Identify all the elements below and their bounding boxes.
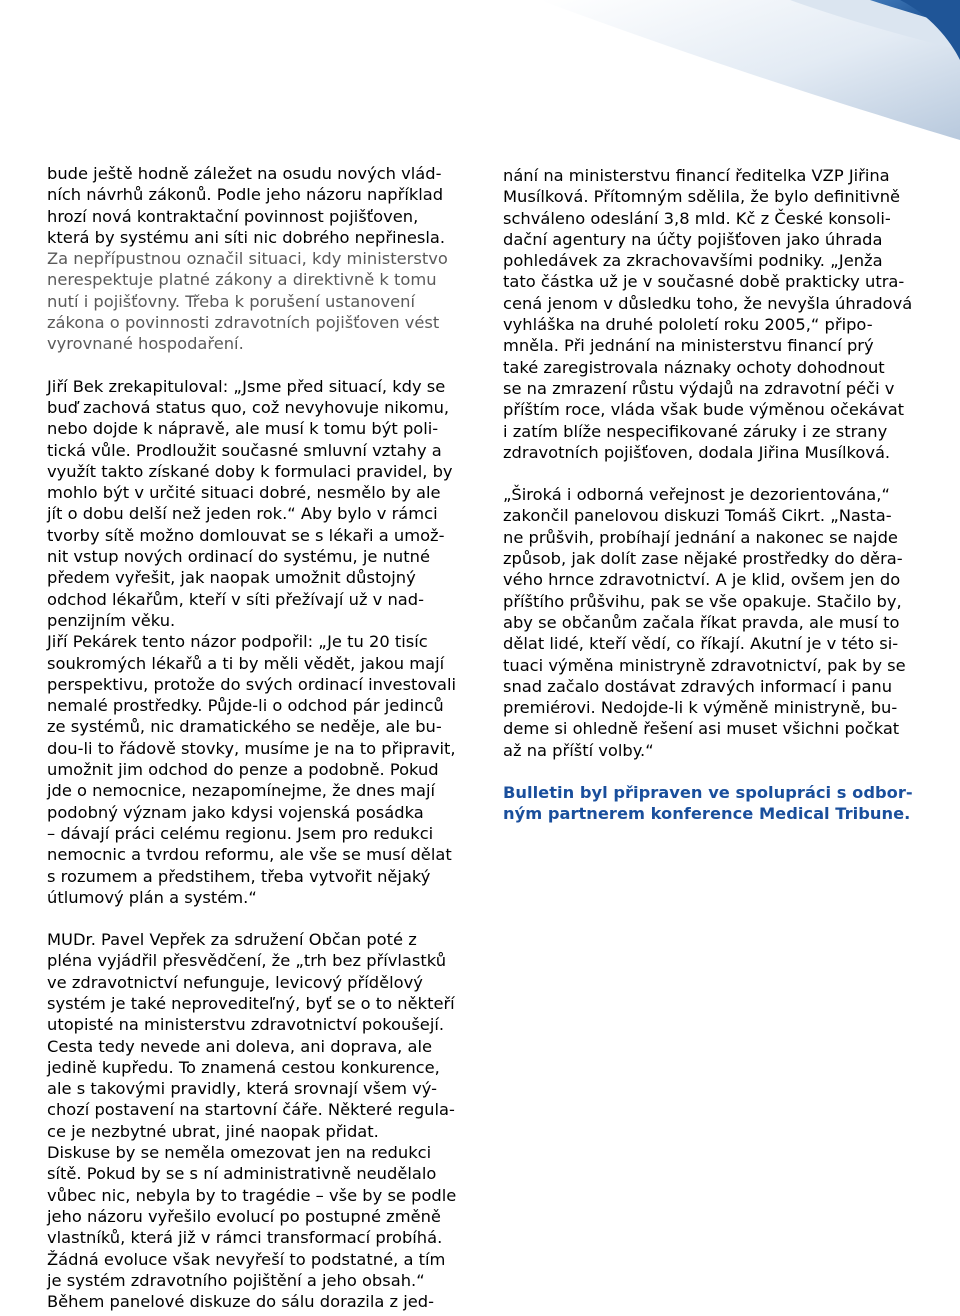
text-line: ale s takovými pravidly, která srovnají všem vý- bbox=[47, 1079, 437, 1099]
text-line: vlastníků, která již v rámci transformací probíhá. bbox=[47, 1228, 443, 1248]
paragraph bbox=[503, 484, 923, 761]
text-line: až na příští volby.“ bbox=[503, 740, 654, 760]
text-line: odchod lékařům, kteří v síti přežívají už v nad- bbox=[47, 589, 424, 609]
paragraph-gap bbox=[503, 761, 923, 782]
text-line: cená jenom v důsledku toho, že nevyšla úhradová bbox=[503, 293, 913, 313]
text-line: dělat lidé, kteří vědí, co říkají. Akutní je v této si- bbox=[503, 634, 899, 654]
text-line: nerespektuje platné zákony a direktivně k tomu bbox=[47, 270, 437, 290]
text-line: Žádná evoluce však nevyřeší to podstatné, a tím bbox=[47, 1249, 446, 1269]
text-line: Jiří Bek zrekapituloval: „Jsme před situací, kdy se bbox=[47, 376, 446, 396]
text-line: nebo dojde k nápravě, ale musí k tomu být poli- bbox=[47, 419, 439, 439]
text-line: vyrovnané hospodaření. bbox=[47, 334, 244, 354]
text-line: příštím roce, vláda však bude výměnou očekávat bbox=[503, 400, 905, 420]
text-line: tická vůle. Prodloužit současné smluvní vztahy a bbox=[47, 440, 442, 460]
text-line: pléna vyjádřil přesvědčení, že „trh bez přívlastků bbox=[47, 951, 447, 971]
text-line: Diskuse by se neměla omezovat jen na redukci bbox=[47, 1143, 432, 1163]
paragraph bbox=[47, 929, 467, 1312]
text-line: umožnit jim odchod do penze a podobně. Pokud bbox=[47, 760, 439, 780]
text-line: nemocnic a tvrdou reformu, ale vše se musí dělat bbox=[47, 845, 452, 865]
text-line: vyhláška na druhé pololetí roku 2005,“ připo- bbox=[503, 315, 873, 335]
text-line: tato částka už je v současné době prakticky utra- bbox=[503, 272, 905, 292]
text-line: je systém zdravotního pojištění a jeho obsah.“ bbox=[47, 1270, 425, 1290]
text-line: premiérovi. Nedojde-li k výměně ministryně, bu- bbox=[503, 698, 898, 718]
text-line: schváleno odeslání 3,8 mld. Kč z České konsoli- bbox=[503, 208, 891, 228]
text-line: Musílková. Přítomným sdělila, že bylo definitivně bbox=[503, 187, 901, 207]
text-line: i zatím blíže nespecifikované záruky i ze strany bbox=[503, 421, 888, 441]
text-line: soukromých lékařů a ti by měli vědět, jakou mají bbox=[47, 653, 445, 673]
text-line: aby se občanům začala říkat pravda, ale musí to bbox=[503, 612, 900, 632]
text-line: ních návrhů zákonů. Podle jeho názoru například bbox=[47, 185, 444, 205]
text-line: ze systémů, nic dramatického se neděje, ale bu- bbox=[47, 717, 442, 737]
paragraph bbox=[47, 163, 467, 355]
paragraph-gap bbox=[503, 463, 923, 484]
text-line: předem vyřešit, jak naopak umožnit důstojný bbox=[47, 568, 416, 588]
text-line: způsob, jak dolít zase nějaké prostředky do děra- bbox=[503, 549, 903, 569]
text-line: perspektivu, protože do svých ordinací investovali bbox=[47, 674, 457, 694]
footer-note-line: ným partnerem konference Medical Tribune. bbox=[503, 804, 911, 824]
text-line: mněla. Při jednání na ministerstvu financí prý bbox=[503, 336, 874, 356]
text-line: využít takto získané doby k formulaci pravidel, by bbox=[47, 461, 453, 481]
text-line: bude ještě hodně záležet na osudu nových vlád- bbox=[47, 164, 442, 183]
text-line: Za nepřípustnou označil situaci, kdy ministerstvo bbox=[47, 249, 448, 269]
text-line: sítě. Pokud by se s ní administrativně neudělalo bbox=[47, 1164, 437, 1184]
text-line: dou-li to řádově stovky, musíme je na to připravit, bbox=[47, 738, 456, 758]
text-line: systém je také neprovediteľný, byť se o to někteří bbox=[47, 993, 455, 1013]
text-line: vůbec nic, nebyla by to tragédie – vše by se podle bbox=[47, 1185, 457, 1205]
text-line: penzijním věku. bbox=[47, 610, 176, 630]
text-line: jde o nemocnice, nezapomínejme, že dnes mají bbox=[47, 781, 436, 801]
text-line: jedině kupředu. To znamená cestou konkurence, bbox=[47, 1057, 440, 1077]
text-line: MUDr. Pavel Vepřek za sdružení Občan poté z bbox=[47, 930, 417, 950]
text-line: která by systému ani síti nic dobrého nepřinesla. bbox=[47, 227, 446, 247]
text-line: příštího průšvihu, pak se vše opakuje. Stačilo by, bbox=[503, 591, 902, 611]
text-line: jít o dobu delší než jeden rok.“ Aby bylo v rámci bbox=[47, 504, 438, 524]
text-line: mohlo být v určité situaci dobré, nesmělo by ale bbox=[47, 483, 441, 503]
text-line: snad začalo dostávat zdravých informací i panu bbox=[503, 676, 893, 696]
text-line: nemalé prostředky. Půjde-li o odchod pár jedinců bbox=[47, 696, 444, 716]
left-column bbox=[47, 163, 467, 1312]
paragraph-gap bbox=[47, 908, 467, 929]
text-line: dační agentury na účty pojišťoven jako úhrada bbox=[503, 229, 883, 249]
text-line: ve zdravotnictví nefunguje, levicový přídělový bbox=[47, 972, 423, 992]
text-line: ne průšvih, probíhají jednání a nakonec se najde bbox=[503, 527, 898, 547]
text-line: chozí postavení na startovní čáře. Některé regula- bbox=[47, 1100, 455, 1120]
text-line: jeho názoru vyřešilo evolucí po postupné změně bbox=[47, 1206, 441, 1226]
text-line: tvorby sítě možno domlouvat se s lékaři a umož- bbox=[47, 525, 445, 545]
text-line: – dávají práci celému regionu. Jsem pro redukci bbox=[47, 823, 434, 843]
text-line: Během panelové diskuze do sálu dorazila z jed- bbox=[47, 1292, 434, 1312]
text-line: hrozí nová kontraktační povinnost pojišťoven, bbox=[47, 206, 419, 226]
text-line: podobný význam jako kdysi vojenská posádka bbox=[47, 802, 424, 822]
text-line: utopisté na ministerstvu zdravotnictví pokoušejí. bbox=[47, 1015, 445, 1035]
text-line: pohledávek za zkrachovavšími podniky. „Jenža bbox=[503, 251, 883, 271]
footer-note bbox=[503, 782, 923, 825]
text-line: útlumový plán a systém.“ bbox=[47, 887, 257, 907]
corner-decoration bbox=[0, 0, 960, 160]
text-line: deme si ohledně řešení asi muset všichni počkat bbox=[503, 719, 900, 739]
text-line: ce je nezbytné ubrat, jiné naopak přidat. bbox=[47, 1121, 379, 1141]
text-line: Jiří Pekárek tento názor podpořil: „Je tu 20 tisíc bbox=[47, 632, 428, 652]
footer-note-line: Bulletin byl připraven ve spolupráci s odbor- bbox=[503, 783, 913, 803]
right-column bbox=[503, 165, 923, 825]
text-line: se na zmrazení růstu výdajů na zdravotní péči v bbox=[503, 378, 895, 398]
text-line: zákona o povinnosti zdravotních pojišťoven vést bbox=[47, 313, 440, 333]
text-line: s rozumem a předstihem, třeba vytvořit nějaký bbox=[47, 866, 431, 886]
text-line: nutí i pojišťovny. Třeba k porušení ustanovení bbox=[47, 291, 415, 311]
text-line: tuaci výměna ministryně zdravotnictví, pak by se bbox=[503, 655, 906, 675]
paragraph bbox=[47, 376, 467, 908]
text-line: zdravotních pojišťoven, dodala Jiřina Musílková. bbox=[503, 442, 891, 462]
text-line: vého hrnce zdravotnictví. A je klid, ovšem jen do bbox=[503, 570, 901, 590]
text-line: „Široká i odborná veřejnost je dezorientována,“ bbox=[503, 485, 890, 505]
text-line: nání na ministerstvu financí ředitelka VZP Jiřina bbox=[503, 166, 890, 185]
text-line: také zaregistrovala náznaky ochoty dohodnout bbox=[503, 357, 885, 377]
text-line: zakončil panelovou diskuzi Tomáš Cikrt. „Nasta- bbox=[503, 506, 892, 526]
paragraph-gap bbox=[47, 355, 467, 376]
text-line: Cesta tedy nevede ani doleva, ani doprava, ale bbox=[47, 1036, 433, 1056]
text-line: nit vstup nových ordinací do systému, je nutné bbox=[47, 547, 430, 567]
paragraph bbox=[503, 165, 923, 463]
text-line: buď zachová status quo, což nevyhovuje nikomu, bbox=[47, 397, 450, 417]
